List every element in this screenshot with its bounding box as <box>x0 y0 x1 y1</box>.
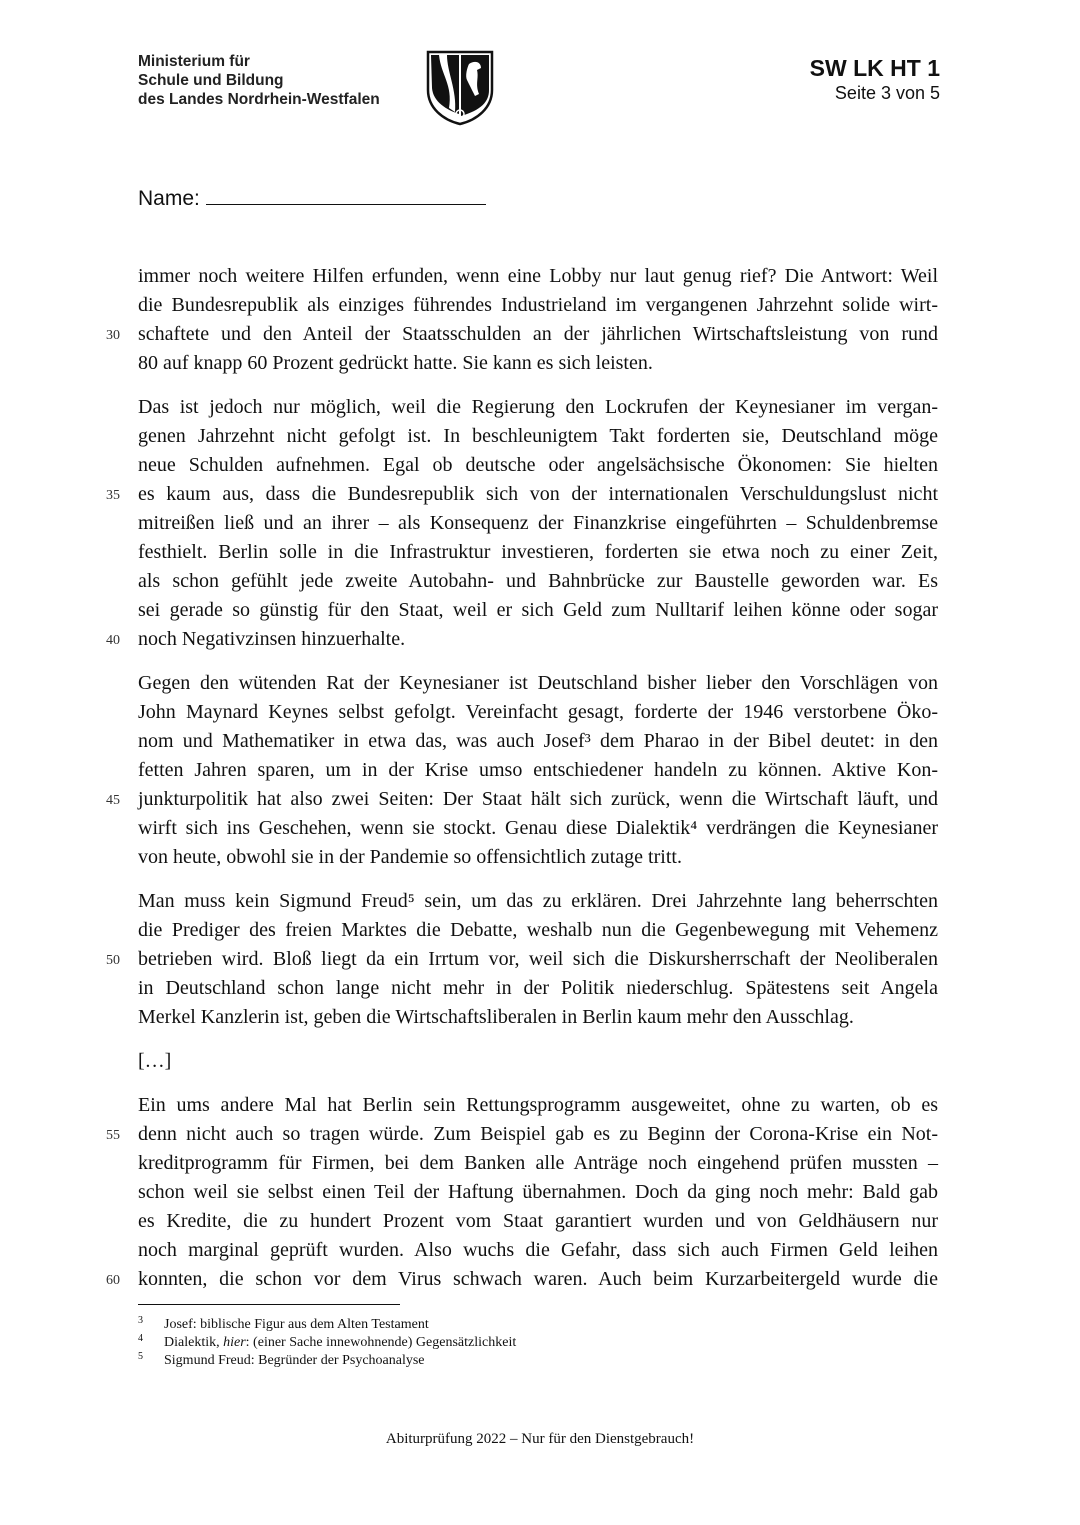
line-text: neue Schulden aufnehmen. Egal ob deutsche oder angelsächsische Ökonomen: Sie hielten <box>138 454 938 476</box>
paragraph <box>106 393 938 654</box>
line-text: konnten, die schon vor dem Virus schwach waren. Auch beim Kurzarbeitergeld wurde die <box>138 1268 938 1290</box>
footnote-number: 4 <box>138 1333 143 1344</box>
text-line <box>138 887 938 916</box>
text-line <box>106 625 938 654</box>
line-text: Merkel Kanzlerin ist, geben die Wirtschaftsliberalen in Berlin kaum mehr den Ausschlag. <box>138 1006 854 1028</box>
document-code: SW LK HT 1 <box>809 55 940 81</box>
footnote <box>138 1334 516 1352</box>
document-code-block <box>810 54 940 104</box>
paragraph <box>106 669 938 872</box>
line-text: wirft sich ins Geschehen, wenn sie stockt. Genau diese Dialektik⁴ verdrängen die Keynesianer <box>138 817 938 839</box>
text-line <box>138 596 938 625</box>
line-number: 50 <box>106 953 120 968</box>
line-text: mitreißen ließ und an ihrer – als Konsequenz der Finanzkrise eingeführten – Schuldenbremse <box>138 512 938 534</box>
line-number: 35 <box>106 488 120 503</box>
line-text: […] <box>138 1050 172 1072</box>
ministry-line: Schule und Bildung <box>138 72 284 89</box>
footnote-divider <box>138 1304 400 1305</box>
line-text: junkturpolitik hat also zwei Seiten: Der Staat hält sich zurück, wenn die Wirtschaft läuft, und <box>138 788 938 810</box>
line-text: schon weil sie selbst einen Teil der Haftung übernahmen. Doch da ging noch mehr: Bald gab <box>138 1181 938 1203</box>
text-line <box>138 727 938 756</box>
text-line <box>138 1178 938 1207</box>
coat-of-arms-icon <box>425 50 495 126</box>
page-footer: Abiturprüfung 2022 – Nur für den Dienstgebrauch! <box>385 1431 695 1447</box>
line-number: 40 <box>106 633 120 648</box>
footnote-text: Josef: biblische Figur aus dem Alten Testament <box>164 1317 429 1332</box>
text-line <box>106 1120 938 1149</box>
line-text: fetten Jahren sparen, um in der Krise umso entschiedener handeln zu können. Aktive Kon- <box>138 759 938 781</box>
text-line <box>138 567 938 596</box>
line-text: Das ist jedoch nur möglich, weil die Regierung den Lockrufen der Keynesianer im vergan- <box>138 396 938 418</box>
line-number: 30 <box>106 328 120 343</box>
line-text: schaftete und den Anteil der Staatsschulden an der jährlichen Wirtschaftsleistung von rund <box>138 323 938 345</box>
line-text: kreditprogramm für Firmen, bei dem Banken alle Anträge noch eingehend prüfen mussten – <box>138 1152 938 1174</box>
text-line <box>138 538 938 567</box>
line-text: als schon gefühlt jede zweite Autobahn- und Bahnbrücke zur Baustelle geworden war. Es <box>138 570 938 592</box>
text-line <box>138 291 938 320</box>
footnote-emphasis: hier <box>223 1335 246 1350</box>
name-field <box>138 184 486 211</box>
name-blank-line <box>206 184 486 205</box>
text-line <box>106 945 938 974</box>
paragraph <box>106 887 938 1032</box>
text-line <box>138 451 938 480</box>
ministry-name <box>138 52 380 109</box>
line-text: die Prediger des freien Marktes die Debatte, weshalb nun die Gegenbewegung mit Vehemenz <box>138 919 938 941</box>
line-number: 55 <box>106 1128 120 1143</box>
line-text: noch marginal geprüft wurden. Also wuchs die Gefahr, dass sich auch Firmen Geld leihen <box>138 1239 938 1261</box>
text-line <box>138 393 938 422</box>
text-line <box>106 785 938 814</box>
line-text: 80 auf knapp 60 Prozent gedrückt hatte. Sie kann es sich leisten. <box>138 352 653 374</box>
line-text: sei gerade so günstig für den Staat, weil er sich Geld zum Nulltarif leihen könne oder sogar <box>138 599 938 621</box>
footnote-text: Sigmund Freud: Begründer der Psychoanalyse <box>164 1353 425 1368</box>
ministry-line: Ministerium für <box>138 53 250 70</box>
text-line <box>138 669 938 698</box>
line-text: es kaum aus, dass die Bundesrepublik sich von der internationalen Verschuldungslust nicht <box>138 483 938 505</box>
name-label: Name: <box>138 187 200 210</box>
footnote-text: : (einer Sache innewohnende) Gegensätzlichkeit <box>245 1335 517 1350</box>
line-number: 45 <box>106 793 120 808</box>
footnotes <box>138 1316 516 1370</box>
text-line <box>138 1091 938 1120</box>
footnote-number: 5 <box>138 1351 143 1362</box>
text-line <box>138 1207 938 1236</box>
text-line <box>138 698 938 727</box>
text-line <box>106 480 938 509</box>
footnote-number: 3 <box>138 1315 143 1326</box>
text-line <box>138 1047 938 1076</box>
line-text: nom und Mathematiker in etwa das, was auch Josef³ dem Pharao in der Bibel deutet: in den <box>138 730 938 752</box>
line-text: festhielt. Berlin solle in die Infrastruktur investieren, forderten sie etwa noch zu einer Zeit, <box>138 541 938 563</box>
line-text: genen Jahrzehnt nicht gefolgt ist. In beschleunigtem Takt forderten sie, Deutschland möge <box>138 425 938 447</box>
text-line <box>138 756 938 785</box>
text-line <box>138 1236 938 1265</box>
text-line <box>138 262 938 291</box>
text-line <box>106 320 938 349</box>
text-line <box>138 422 938 451</box>
footnote <box>138 1316 516 1334</box>
page-number: Seite 3 von 5 <box>834 83 940 103</box>
line-text: noch Negativzinsen hinzuerhalte. <box>138 628 406 650</box>
line-text: in Deutschland schon lange nicht mehr in der Politik niederschlug. Spätestens seit Angela <box>138 977 938 999</box>
line-text: es Kredite, die zu hundert Prozent vom Staat garantiert wurden und von Geldhäusern nur <box>138 1210 938 1232</box>
text-line <box>138 974 938 1003</box>
text-line <box>138 349 938 378</box>
text-line <box>106 1265 938 1294</box>
line-text: immer noch weitere Hilfen erfunden, wenn eine Lobby nur laut genug rief? Die Antwort: Weil <box>138 265 938 287</box>
line-text: denn nicht auch so tragen würde. Zum Beispiel gab es zu Beginn der Corona-Krise ein Not- <box>138 1123 938 1145</box>
text-line <box>138 814 938 843</box>
footnote <box>138 1352 516 1370</box>
text-line <box>138 509 938 538</box>
line-text: John Maynard Keynes selbst gefolgt. Vereinfacht gesagt, forderte der 1946 verstorbene Öko- <box>138 701 938 723</box>
text-line <box>138 843 938 872</box>
paragraph <box>138 1047 938 1076</box>
ministry-line: des Landes Nordrhein-Westfalen <box>138 91 380 108</box>
paragraph <box>106 1091 938 1294</box>
footnote-text: Dialektik, <box>164 1335 224 1350</box>
line-text: von heute, obwohl sie in der Pandemie so offensichtlich zutage tritt. <box>138 846 682 868</box>
line-text: betrieben wird. Bloß liegt da ein Irrtum vor, weil sich die Diskursherrschaft der Neoliberalen <box>138 948 938 970</box>
article-text <box>106 262 938 1309</box>
line-text: Gegen den wütenden Rat der Keynesianer ist Deutschland bisher lieber den Vorschlägen von <box>138 672 938 694</box>
text-line <box>138 916 938 945</box>
text-line <box>138 1149 938 1178</box>
line-text: Ein ums andere Mal hat Berlin sein Rettungsprogramm ausgeweitet, ohne zu warten, ob es <box>138 1094 938 1116</box>
line-number: 60 <box>106 1273 120 1288</box>
paragraph <box>106 262 938 378</box>
line-text: Man muss kein Sigmund Freud⁵ sein, um das zu erklären. Drei Jahrzehnte lang beherrschten <box>138 890 938 912</box>
line-text: die Bundesrepublik als einziges führendes Industrieland im vergangenen Jahrzehnt solide wirt- <box>138 294 938 316</box>
text-line <box>138 1003 938 1032</box>
